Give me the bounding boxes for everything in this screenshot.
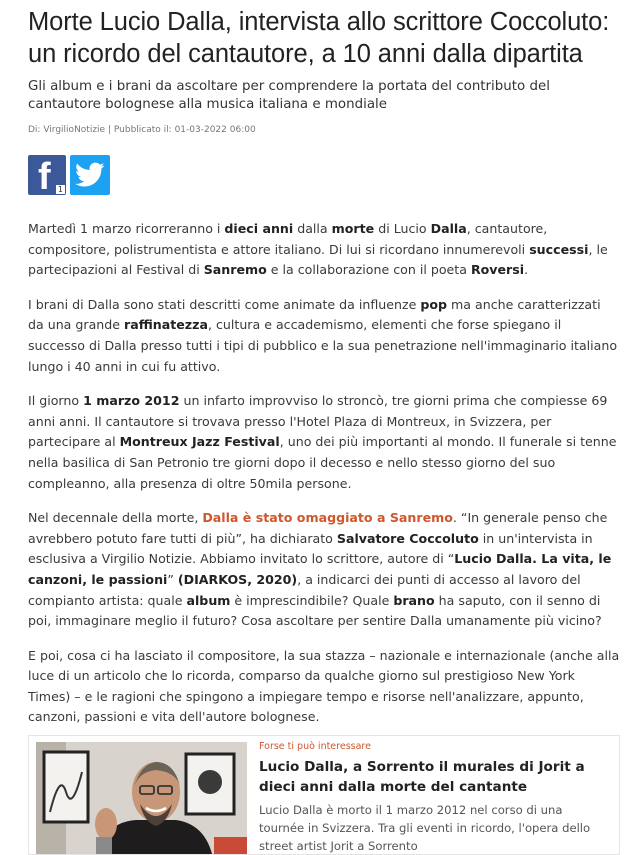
article-meta bbox=[28, 125, 620, 135]
related-excerpt: Lucio Dalla è morto il 1 marzo 2012 nel corso di una tournée in Svizzera. Tra gli eventi in ricordo, l'opera dello street artist Jorit a Sorrento bbox=[259, 803, 591, 853]
facebook-share-count: 1 bbox=[57, 185, 63, 194]
paragraph-2: I brani di Dalla sono stati descritti come animate da influenze pop ma anche caratterizzati da una grande raffinatezza, cultura e accademismo, elementi che forse spiegano il successo di Dalla presso tutti i tipi di pubblico e la sua penetrazione nell'immaginario italiano lungo i 40 anni in cui fu attivo. bbox=[28, 296, 618, 374]
portrait-photo bbox=[36, 742, 247, 854]
related-title-link[interactable]: Lucio Dalla, a Sorrento il murales di Jorit a dieci anni dalla morte del cantante bbox=[259, 759, 585, 795]
related-article-body bbox=[259, 740, 609, 855]
share-bar bbox=[28, 155, 620, 198]
author-link[interactable]: VirgilioNotizie bbox=[43, 125, 106, 135]
paragraph-4: Nel decennale della morte, Dalla è stato omaggiato a Sanremo. “In generale penso che avrebbero potuto fare tutti di più”, ha dichiarato Salvatore Coccoluto in un'intervista in esclusiva a Virgilio Notizie. Abbiamo invitato lo scrittore, autore di “Lucio Dalla. La vita, le canzoni, le passioni” (DIARKOS, 2020), a indicarci dei punti di accesso al lavoro del compianto artista: quale album è imprescindibile? Quale brano ha saputo, con il senno di poi, immaginare meglio il futuro? Cosa ascoltare per sentire Dalla umanamente più vicino? bbox=[28, 510, 612, 629]
published-date: 01-03-2022 06:00 bbox=[174, 125, 256, 135]
twitter-share-button[interactable] bbox=[70, 155, 110, 195]
author-label: Di: bbox=[28, 125, 41, 135]
paragraph-1: Martedì 1 marzo ricorreranno i dieci anni dalla morte di Lucio Dalla, cantautore, compositore, polistrumentista e attore italiano. Di lui si ricordano innumerevoli successi, le partecipazioni al Festival di Sanremo e la collaborazione con il poeta Roversi. bbox=[28, 221, 608, 278]
article-title: Morte Lucio Dalla, intervista allo scrittore Coccoluto: un ricordo del cantautore, a 10 anni dalla dipartita bbox=[28, 8, 610, 68]
published-label: Pubblicato il: bbox=[113, 125, 172, 135]
article bbox=[28, 0, 620, 728]
facebook-icon: f bbox=[38, 156, 51, 198]
meta-separator: | bbox=[107, 125, 112, 135]
related-article-card[interactable] bbox=[28, 735, 620, 855]
article-subtitle: Gli album e i brani da ascoltare per comprendere la portata del contributo del cantautore bolognese alla musica italiana e mondiale bbox=[28, 79, 550, 112]
twitter-icon bbox=[75, 162, 105, 188]
sanremo-link[interactable]: Dalla è stato omaggiato a Sanremo bbox=[202, 510, 453, 526]
paragraph-5: E poi, cosa ci ha lasciato il compositore, la sua stazza – nazionale e internazionale (anche alla luce di un articolo che lo ricorda, comparso da qualche giorno sul prestigioso New York Times) – e le ragioni che spingono a impiegare tempo e risorse nell'analizzare, appunto, canzoni, passioni e vita dell'autore bolognese. bbox=[28, 647, 620, 725]
related-article-image[interactable] bbox=[36, 742, 247, 854]
facebook-share-button[interactable] bbox=[28, 155, 66, 198]
related-kicker: Forse ti può interessare bbox=[259, 741, 371, 752]
paragraph-3: Il giorno 1 marzo 2012 un infarto improvviso lo stroncò, tre giorni prima che compiesse 69 anni anni. Il cantautore si trovava presso l'Hotel Plaza di Montreux, in Svizzera, per partecipare al Montreux Jazz Festival, uno dei più importanti al mondo. Il funerale si tenne nella basilica di San Petronio tre giorni dopo il decesso e nello stesso giorno del suo compleanno, alla presenza di oltre 50mila persone. bbox=[28, 393, 617, 491]
